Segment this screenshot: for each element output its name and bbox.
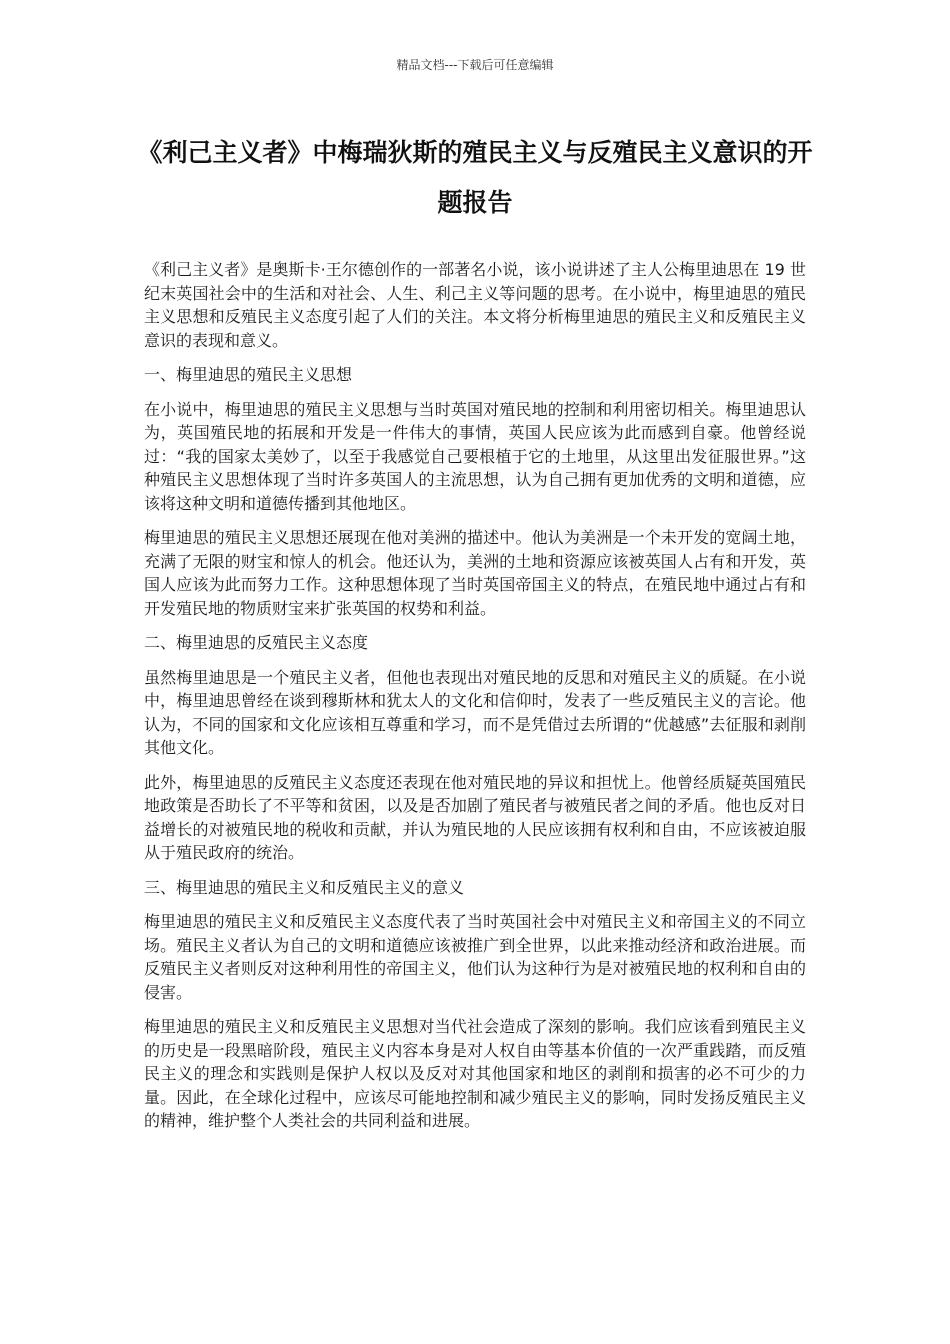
section-heading-3: 三、梅里迪思的殖民主义和反殖民主义的意义 <box>144 877 465 897</box>
document-body <box>144 258 806 1144</box>
paragraph-2a: 虽然梅里迪思是一个殖民主义者，但他也表现出对殖民地的反思和对殖民主义的质疑。在小说中，梅里迪思曾经在谈到穆斯林和犹太人的文化和信仰时，发表了一些反殖民主义的言论。他认为，不同的国家和文化应该相互尊重和学习，而不是凭借过去所谓的“优越感”去征服和剥削其他文化。 <box>144 667 806 757</box>
paragraph-intro: 《利己主义者》是奥斯卡·王尔德创作的一部著名小说，该小说讲述了主人公梅里迪思在 19 世纪末英国社会中的生活和对社会、人生、利己主义等问题的思考。在小说中，梅里迪思的殖民主义思想和反殖民主义态度引起了人们的关注。本文将分析梅里迪思的殖民主义和反殖民主义意识的表现和意义。 <box>144 260 806 350</box>
paragraph-1b: 梅里迪思的殖民主义思想还展现在他对美洲的描述中。他认为美洲是一个未开发的宽阔土地，充满了无限的财宝和惊人的机会。他还认为，美洲的土地和资源应该被英国人占有和开发，英国人应该为此而努力工作。这种思想体现了当时英国帝国主义的特点，在殖民地中通过占有和开发殖民地的物质财宝来扩张英国的权势和利益。 <box>144 528 806 618</box>
paragraph-1a: 在小说中，梅里迪思的殖民主义思想与当时英国对殖民地的控制和利用密切相关。梅里迪思认为，英国殖民地的拓展和开发是一件伟大的事情，英国人民应该为此而感到自豪。他曾经说过：“我的国家太美妙了，以至于我感觉自己要根植于它的土地里，从这里出发征服世界。”这种殖民主义思想体现了当时许多英国人的主流思想，认为自己拥有更加优秀的文明和道德，应该将这种文明和道德传播到其他地区。 <box>144 399 806 513</box>
section-heading-2: 二、梅里迪思的反殖民主义态度 <box>144 633 369 652</box>
header-note: 精品文档---下载后可任意编辑 <box>396 58 554 72</box>
paragraph-2b: 此外，梅里迪思的反殖民主义态度还表现在他对殖民地的异议和担忧上。他曾经质疑英国殖民地政策是否助长了不平等和贫困，以及是否加剧了殖民者与被殖民者之间的矛盾。他也反对日益增长的对被殖民地的税收和贡献，并认为殖民地的人民应该拥有权利和自由，不应该被迫服从于殖民政府的统治。 <box>144 772 806 862</box>
paragraph-3b: 梅里迪思的殖民主义和反殖民主义思想对当代社会造成了深刻的影响。我们应该看到殖民主义的历史是一段黑暗阶段，殖民主义内容本身是对人权自由等基本价值的一次严重践踏，而反殖民主义的理念和实践则是保护人权以及反对对其他国家和地区的剥削和损害的必不可少的力量。因此，在全球化过程中，应该尽可能地控制和减少殖民主义的影响，同时发扬反殖民主义的精神，维护整个人类社会的共同利益和进展。 <box>144 1017 806 1130</box>
document-title: 《利己主义者》中梅瑞狄斯的殖民主义与反殖民主义意识的开题报告 <box>137 138 813 217</box>
paragraph-3a: 梅里迪思的殖民主义和反殖民主义态度代表了当时英国社会中对殖民主义和帝国主义的不同立场。殖民主义者认为自己的文明和道德应该被推广到全世界，以此来推动经济和政治进展。而反殖民主义者则反对这种利用性的帝国主义，他们认为这种行为是对被殖民地的权利和自由的侵害。 <box>144 912 806 1002</box>
section-heading-1: 一、梅里迪思的殖民主义思想 <box>144 365 353 384</box>
